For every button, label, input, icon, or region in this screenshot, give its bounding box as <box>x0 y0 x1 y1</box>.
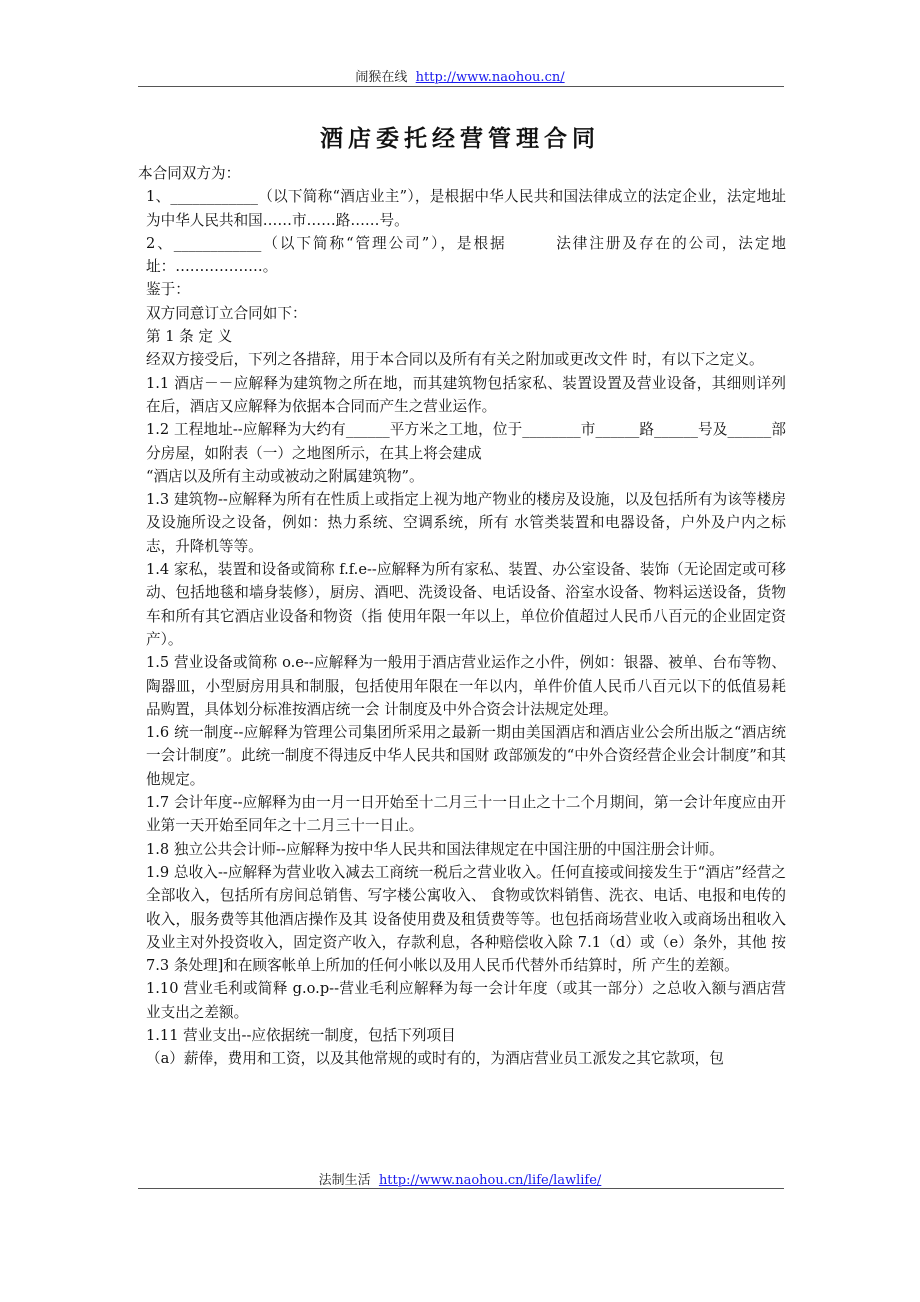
header-link[interactable]: http://www.naohou.cn/ <box>415 70 565 85</box>
paragraph-p15: 1.8 独立公共会计师--应解释为按中华人民共和国法律规定在中国注册的中国注册会计师。 <box>146 840 724 858</box>
paragraph-p1: 1、____________（以下简称“酒店业主”），是根据中华人民共和国法律成立的法定企业，法定地址为中华人民共和国……市……路……号。 <box>146 188 786 229</box>
footer-rule <box>138 1188 784 1189</box>
paragraph-p13: 1.6 统一制度--应解释为管理公司集团所采用之最新一期由美国酒店和酒店业公会所出版之“酒店统一会计制度”。此统一制度不得违反中华人民共和国财 政部颁发的“中外合资经营企业会计制度”和其他规定。 <box>146 724 786 788</box>
paragraph-p5: 第 1 条 定 义 <box>146 328 233 346</box>
paragraph-p4: 双方同意订立合同如下： <box>146 304 307 322</box>
paragraph-p3: 鉴于： <box>146 281 190 299</box>
footer-label: 法制生活 <box>318 1173 371 1188</box>
paragraph-p12: 1.5 营业设备或简称 o.e--应解释为一般用于酒店营业运作之小件，例如：银器、被单、台布等物、陶器皿，小型厨房用具和制服，包括使用年限在一年以内，单件价值人民币八百元以下的低值易耗品购置，具体划分标准按酒店统一会 计制度及中外合资会计法规定处理。 <box>146 654 786 718</box>
paragraph-p18: 1.11 营业支出--应依据统一制度，包括下列项目 <box>146 1026 456 1044</box>
paragraph-p19: （a）薪俸，费用和工资，以及其他常规的或时有的，为酒店营业员工派发之其它款项，包 <box>146 1050 724 1068</box>
paragraph-p7: 1.1 酒店－－应解释为建筑物之所在地，而其建筑物包括家私、装置设置及营业设备，其细则详列在后，酒店又应解释为依据本合同而产生之营业运作。 <box>146 374 786 415</box>
document-body <box>138 162 786 1071</box>
paragraph-p14: 1.7 会计年度--应解释为由一月一日开始至十二月三十一日止之十二个月期间，第一会计年度应由开业第一天开始至同年之十二月三十一日止。 <box>146 794 786 835</box>
header-site-name: 闹猴在线 <box>355 70 408 85</box>
paragraph-p6: 经双方接受后，下列之各措辞，用于本合同以及所有有关之附加或更改文件 时，有以下之定义。 <box>146 351 764 369</box>
page-header <box>0 66 920 85</box>
header-rule <box>138 86 784 87</box>
page-footer <box>0 1169 920 1188</box>
paragraph-p11: 1.4 家私，装置和设备或简称 f.f.e--应解释为所有家私、装置、办公室设备、装饰（无论固定或可移动、包括地毯和墙身装修），厨房、酒吧、洗烫设备、电话设备、浴室水设备、物料运送设备，货物车和所有其它酒店业设备和物资（指 使用年限一年以上，单位价值超过人民币八百元的企业固定资产）。 <box>146 561 786 648</box>
document-title: 酒店委托经营管理合同 <box>320 125 600 152</box>
paragraph-p0: 本合同双方为： <box>138 165 241 182</box>
paragraph-p10: 1.3 建筑物--应解释为所有在性质上或指定上视为地产物业的楼房及设施，以及包括所有为该等楼房及设施所设之设备，例如：热力系统、空调系统，所有 水管类装置和电器设备，户外及户内之标志，升降机等等。 <box>146 491 786 555</box>
paragraph-p16: 1.9 总收入--应解释为营业收入减去工商统一税后之营业收入。任何直接或间接发生于“酒店”经营之全部收入，包括所有房间总销售、写字楼公寓收入、 食物或饮料销售、洗衣、电话、电报和电传的收入，服务费等其他酒店操作及其 设备使用费及租赁费等等。也包括商场营业收入或商场出租收入及业主对外投资收入，固定资产收入，存款利息，各种赔偿收入除 7.1（d）或（e）条外，其他 按 7.3 条处理]和在顾客帐单上所加的任何小帐以及用人民币代替外币结算时，所 产生的差额。 <box>146 863 786 975</box>
paragraph-p17: 1.10 营业毛利或简释 g.o.p--营业毛利应解释为每一会计年度（或其一部分）之总收入额与酒店营业支出之差额。 <box>146 980 786 1021</box>
paragraph-p8: 1.2 工程地址--应解释为大约有______平方米之工地，位于________市______路______号及______部分房屋，如附表（一）之地图所示，在其上将会建成 <box>146 421 786 462</box>
footer-link[interactable]: http://www.naohou.cn/life/lawlife/ <box>378 1173 602 1188</box>
paragraph-p2: 2、____________（以下简称“管理公司”），是根据 法律注册及存在的公司，法定地址：………………。 <box>146 234 786 276</box>
paragraph-p9: “酒店以及所有主动或被动之附属建筑物”。 <box>146 467 424 485</box>
